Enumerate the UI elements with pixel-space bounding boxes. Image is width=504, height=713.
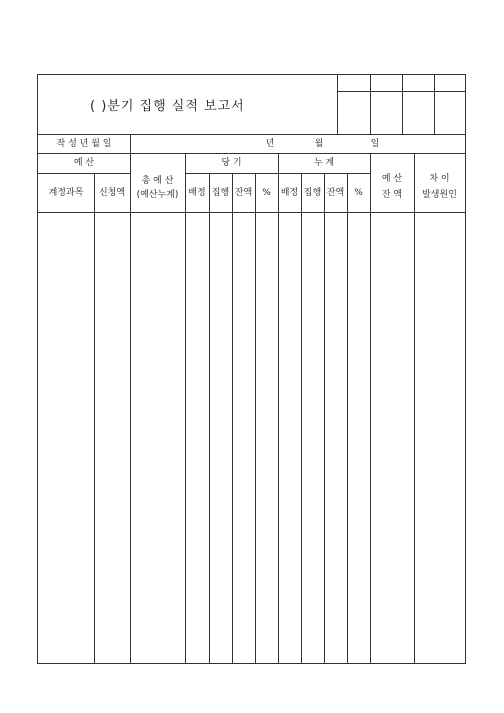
col-divider	[255, 173, 256, 663]
col-divider	[347, 173, 348, 663]
col-divider	[324, 173, 325, 663]
col-divider	[209, 173, 210, 663]
col-divider	[370, 153, 371, 663]
account-header: 계정과목	[48, 188, 84, 198]
cumulative-allocation-header: 배정	[280, 188, 299, 198]
col-divider	[278, 153, 279, 663]
header-bottom-rule	[38, 212, 465, 213]
col-divider	[185, 153, 186, 663]
current-execution-header: 집행	[211, 188, 230, 198]
approval-box-divider	[370, 75, 371, 134]
date-row-bottom-rule	[38, 153, 465, 154]
cumulative-percent-header: %	[354, 188, 363, 198]
current-period-header: 당 기	[221, 158, 242, 168]
total-budget-header: 총 예 산	[141, 176, 174, 186]
report-form	[37, 74, 466, 664]
col-divider	[130, 134, 131, 663]
budget-header: 예 산	[73, 158, 95, 168]
col-divider	[414, 153, 415, 663]
cumulative-execution-header: 집행	[303, 188, 322, 198]
approval-box-divider	[434, 75, 435, 134]
approval-box-divider	[402, 75, 403, 134]
col-divider	[232, 173, 233, 663]
col-divider	[94, 173, 95, 663]
date-day-label: 일	[370, 139, 380, 149]
date-row-label: 작 성 년 월 일	[56, 139, 112, 149]
current-balance-header: 잔액	[234, 188, 253, 198]
budget-balance-header: 예 산	[381, 174, 403, 184]
requested-amount-header: 신청액	[98, 188, 126, 198]
current-allocation-header: 배정	[188, 188, 206, 198]
date-year-label: 년	[265, 139, 275, 149]
difference-header: 차 이	[429, 174, 450, 184]
title-bottom-rule	[38, 134, 465, 135]
date-month-label: 월	[314, 139, 324, 149]
approval-box-header-line	[337, 91, 466, 92]
current-percent-header: %	[262, 188, 271, 198]
budget-balance-sub-header: 잔 액	[381, 190, 403, 200]
col-divider	[301, 173, 302, 663]
approval-box-border	[337, 75, 338, 134]
total-budget-sub-header: (예산누계)	[136, 190, 179, 200]
cumulative-balance-header: 잔액	[326, 188, 345, 198]
difference-cause-header: 발생원인	[422, 190, 457, 200]
report-title: ( )분기 집행 실적 보고서	[90, 99, 245, 114]
budget-subheader-rule	[38, 173, 130, 174]
cumulative-header: 누 계	[313, 158, 335, 168]
